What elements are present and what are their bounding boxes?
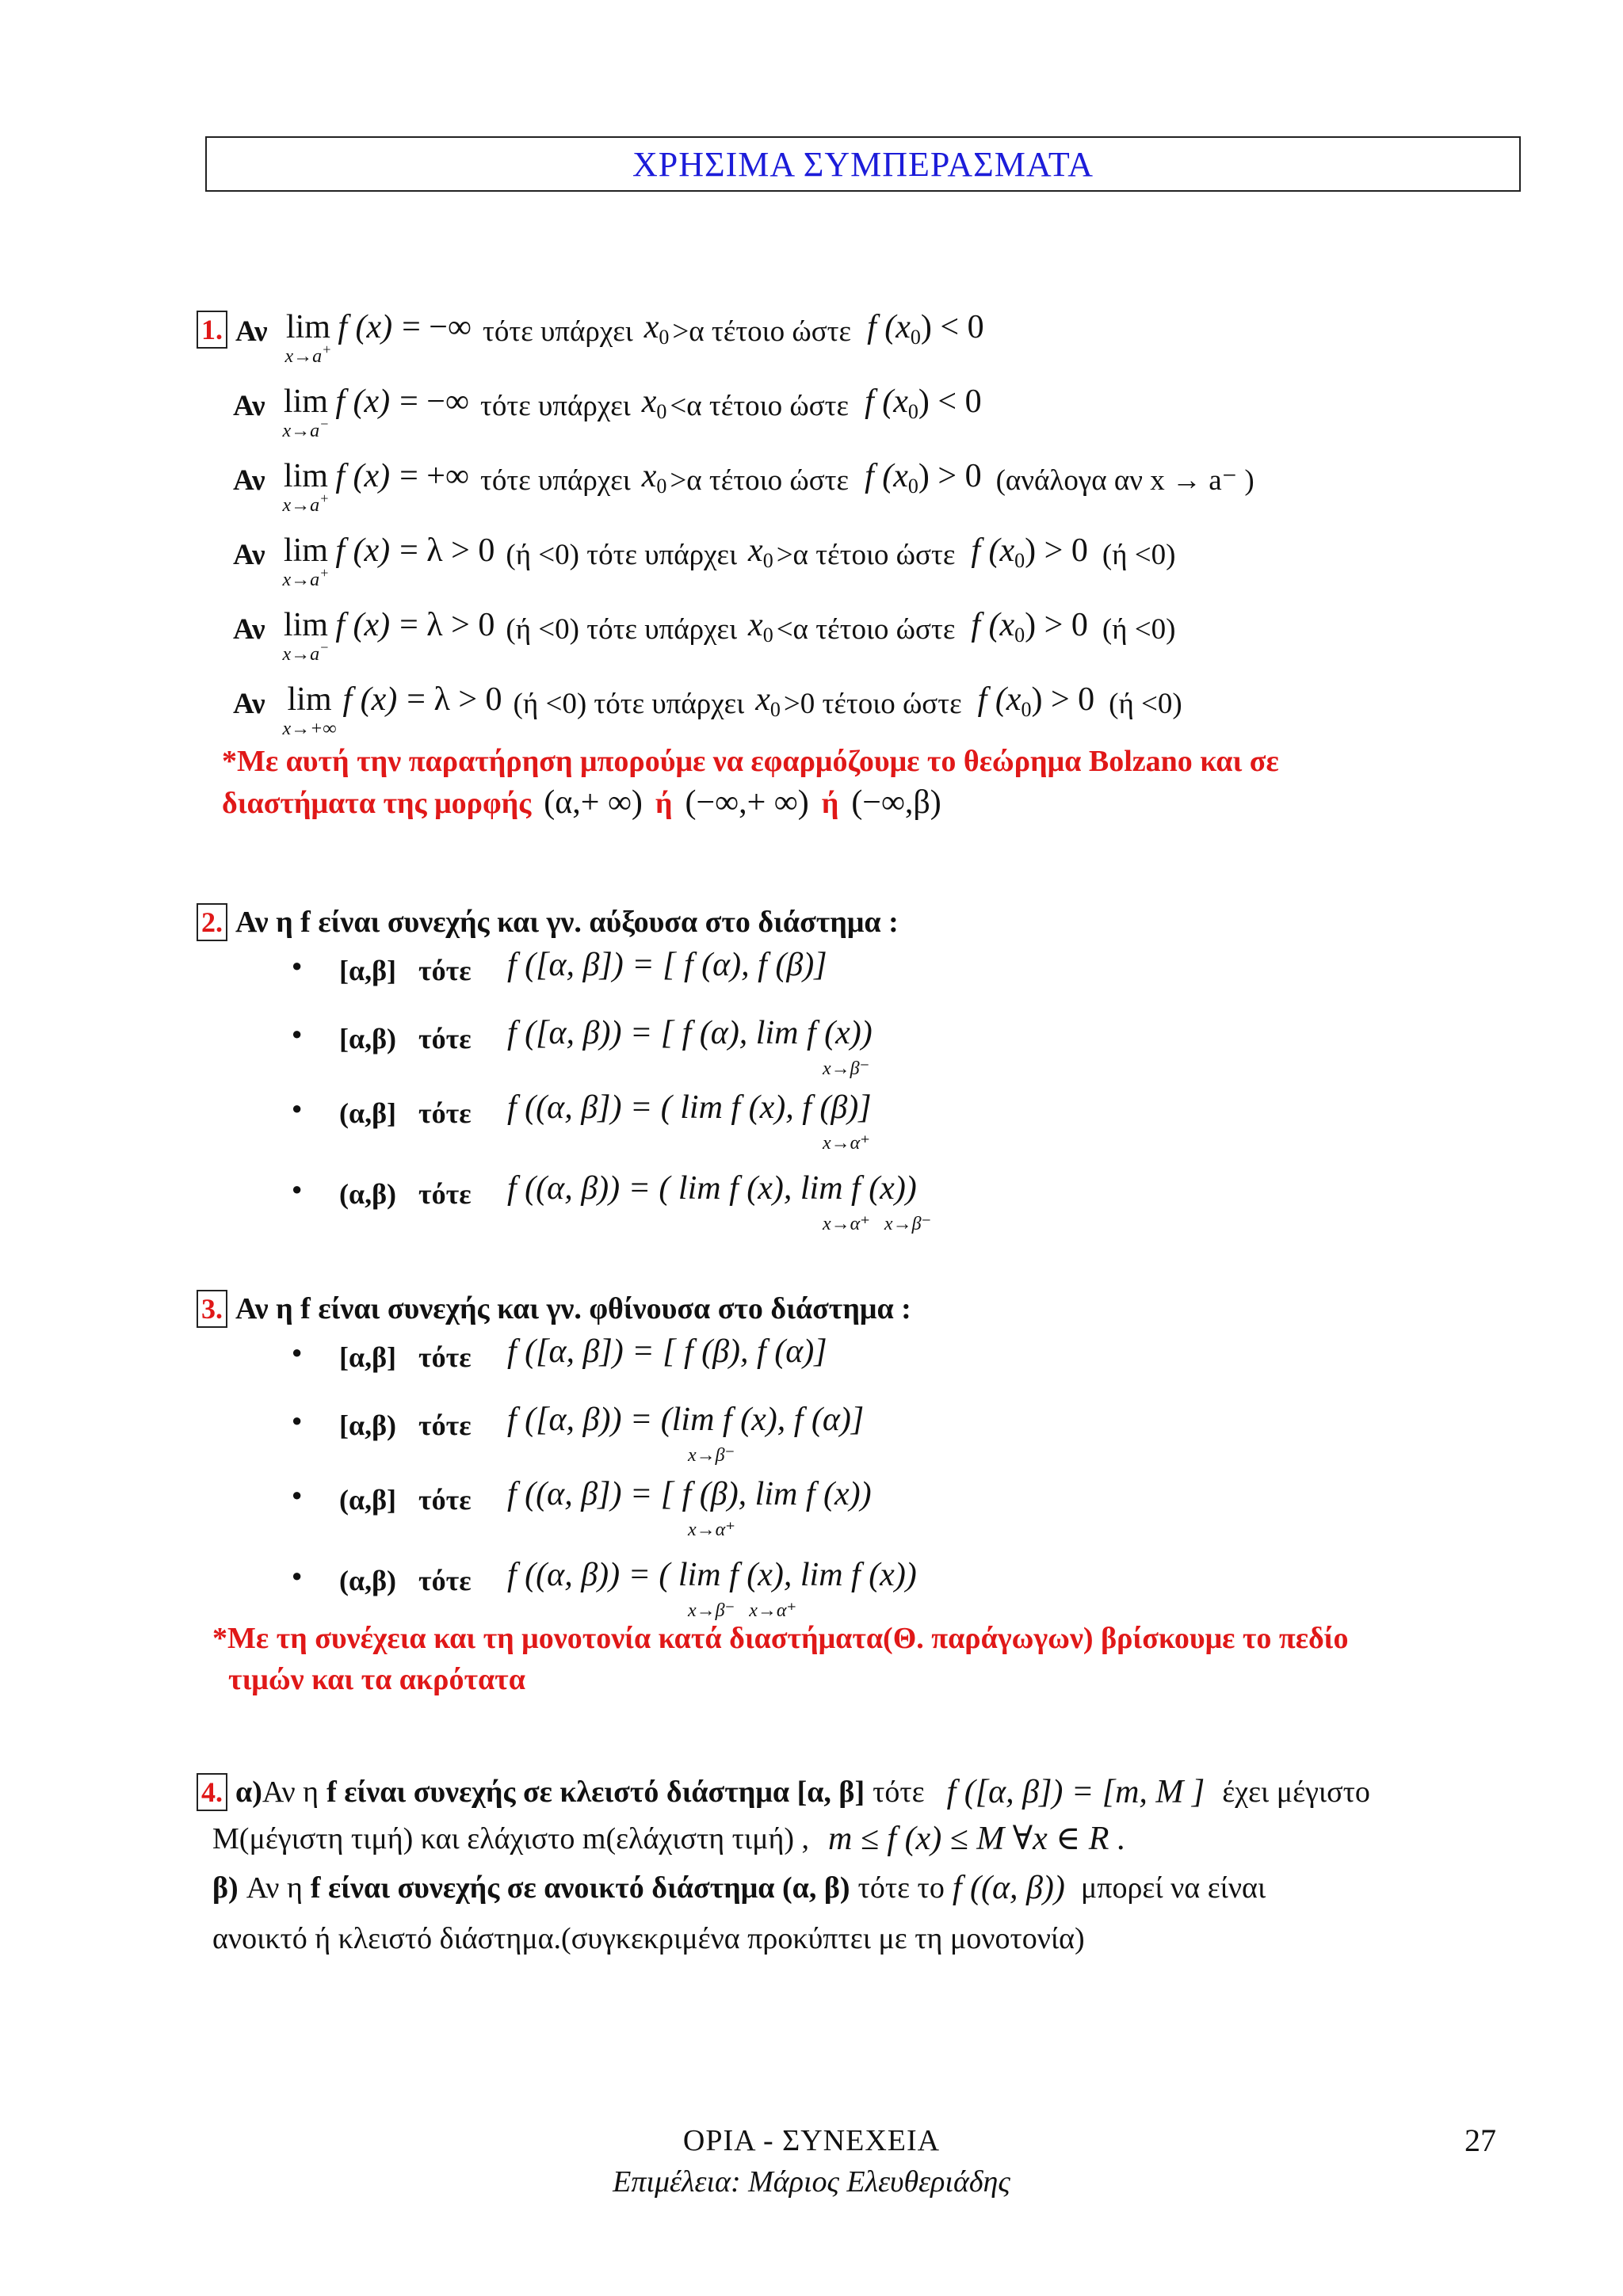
lim-subscript-sign: −	[319, 416, 330, 432]
function-fx0: f (x0	[867, 309, 921, 349]
x0-symbol: x0	[641, 383, 667, 423]
interval-expression: (α,+ ∞)	[544, 784, 643, 821]
lead-word: Αν	[233, 688, 265, 720]
note-line: *Με τη συνέχεια και τη μονοτονία κατά διαστήματα(Θ. παράγωγων) βρίσκουμε το πεδίο	[212, 1622, 1349, 1655]
function-fx: f (x)	[342, 681, 398, 718]
part-b-math: f ((α, β))	[952, 1870, 1065, 1906]
result-inequality: ) > 0	[1025, 532, 1088, 569]
limit-row	[197, 683, 1544, 738]
section-number: 1.	[197, 311, 227, 349]
limit-operator	[283, 534, 330, 589]
part-b-text: Αν η	[246, 1871, 303, 1905]
extra-note: (ή <0)	[1102, 613, 1176, 646]
tote-word: τότε	[418, 1409, 472, 1441]
limit-operator	[283, 385, 330, 441]
footer-author: Επιμέλεια: Μάριος Ελευθεριάδης	[613, 2165, 1010, 2199]
note-text: διαστήματα της μορφής	[222, 787, 532, 820]
limit-value: = −∞	[399, 383, 469, 420]
bullet-item	[197, 1014, 1544, 1077]
bullet-item	[197, 1089, 1544, 1152]
limit-subscript: x→α⁺	[688, 1520, 735, 1540]
lead-word: Αν	[233, 539, 265, 571]
section-number: 4.	[197, 1773, 227, 1811]
limit-operator	[283, 608, 330, 664]
function-fx: f (x)	[335, 383, 391, 420]
extra-note: (ή <0)	[1102, 539, 1176, 571]
bullet-row	[292, 1014, 1544, 1055]
lim-subscript-sign: +	[322, 341, 332, 357]
limit-subscript: x→β⁻	[823, 1058, 870, 1079]
x0-symbol: x0	[748, 532, 773, 572]
limit-subscript: x→β⁻ x→α⁺	[688, 1600, 797, 1621]
section-number: 3.	[197, 1290, 227, 1328]
part-a-bold: f είναι συνεχής σε κλειστό διάστημα [α, β]	[327, 1775, 865, 1809]
lim-subscript-text: x→a	[285, 346, 323, 367]
condition-text: >0 τέτοιο ώστε	[783, 688, 962, 720]
interval-label: (α,β]	[339, 1097, 397, 1129]
page-title: ΧΡΗΣΙΜΑ ΣΥΜΠΕΡΑΣΜΑΤΑ	[205, 136, 1521, 192]
lim-subscript-sign: −	[319, 639, 330, 655]
lead-word: Αν	[233, 613, 265, 646]
bullet-row	[292, 1169, 1544, 1211]
part-a-text: Αν η	[262, 1775, 319, 1809]
bullet-item	[197, 1556, 1544, 1619]
tote-word: τότε	[418, 955, 472, 986]
note-line: *Με αυτή την παρατήρηση μπορούμε να εφαρμόζουμε το θεώρημα Bolzano και σε	[222, 745, 1279, 778]
condition-text: <α τέτοιο ώστε	[776, 613, 956, 646]
page-number: 27	[1465, 2122, 1496, 2158]
tote-word: τότε	[418, 1565, 472, 1596]
mapping-expression: f ((α, β]) = [ f (β), lim f (x))	[507, 1476, 872, 1512]
part-b-text: τότε το	[857, 1871, 945, 1905]
extra-note: (ή <0)	[1109, 688, 1182, 720]
interval-label: [α,β]	[339, 1341, 397, 1373]
bullet-icon: ●	[292, 955, 303, 975]
limit-value: = λ > 0	[407, 681, 502, 718]
lim-subscript-text: x→a	[282, 495, 320, 516]
interval-label: [α,β)	[339, 1023, 397, 1055]
footer-title: ΟΡΙΑ - ΣΥΝΕΧΕΙΑ	[682, 2124, 941, 2157]
bullet-icon: ●	[292, 1410, 303, 1430]
bullet-row	[292, 1333, 1544, 1374]
bullet-item	[197, 1401, 1544, 1464]
tote-word: τότε	[418, 1484, 472, 1516]
tote-word: τότε	[418, 1023, 472, 1055]
tote-word: τότε	[418, 1178, 472, 1210]
x0-symbol: x0	[748, 607, 773, 646]
lead-word: Αν	[235, 315, 268, 348]
bullet-row	[292, 1401, 1544, 1442]
interval-expression: (−∞,β)	[851, 784, 941, 821]
note-line	[222, 782, 1279, 824]
section-3	[197, 1290, 1544, 1619]
section-4	[197, 1773, 1544, 1954]
mapping-expression: f ([α, β]) = [ f (β), f (α)]	[507, 1333, 827, 1370]
lim-word: lim	[285, 309, 330, 345]
limit-subscript: x→α⁺	[823, 1133, 870, 1154]
limit-row	[197, 385, 1544, 441]
function-fx0: f (x0	[971, 532, 1025, 572]
lim-subscript-text: x→a	[282, 421, 320, 441]
condition-text: <α τέτοιο ώστε	[670, 390, 850, 422]
section-number: 2.	[197, 903, 227, 941]
lim-subscript-text: x→a	[282, 570, 320, 590]
mapping-expression: f ((α, β]) = ( lim f (x), f (β)]	[507, 1089, 872, 1126]
lead-word: Αν	[233, 464, 265, 497]
section-1-note	[222, 741, 1279, 824]
lim-subscript	[285, 342, 332, 366]
lim-subscript	[283, 417, 330, 441]
function-fx: f (x)	[335, 532, 391, 569]
limit-operator	[283, 460, 330, 515]
section-1	[197, 311, 1544, 757]
limit-subscript	[823, 989, 1544, 1009]
lim-word: lim	[283, 532, 328, 569]
limit-operator	[285, 311, 332, 366]
bullet-item	[197, 1169, 1544, 1233]
bullet-row	[292, 1475, 1544, 1516]
lim-subscript-sign: +	[319, 490, 330, 506]
function-fx: f (x)	[335, 458, 391, 494]
limit-value: = +∞	[399, 458, 469, 494]
limit-row	[197, 311, 1544, 366]
interval-expression: (−∞,+ ∞)	[685, 784, 809, 821]
bullet-row	[292, 1556, 1544, 1597]
condition-text: τότε υπάρχει	[479, 464, 631, 497]
part-a-inequality: m ≤ f (x) ≤ M ∀x ∈ R .	[828, 1821, 1126, 1857]
part-b-text: μπορεί να είναι	[1080, 1871, 1266, 1905]
limit-row	[197, 460, 1544, 515]
limit-subscript: x→α⁺ x→β⁻	[823, 1214, 932, 1234]
result-inequality: ) > 0	[1031, 681, 1095, 718]
note-line: τιμών και τα ακρότατα	[228, 1663, 525, 1696]
limit-subscript	[688, 1375, 1544, 1396]
section-2	[197, 903, 1544, 1233]
tote-word: τότε	[418, 1097, 472, 1129]
or-word: ή	[821, 787, 839, 820]
part-a-math: f ([α, β]) = [m, M ]	[946, 1774, 1205, 1810]
function-fx0: f (x0	[977, 681, 1032, 721]
section-3-note	[212, 1618, 1348, 1700]
limit-value: = λ > 0	[399, 532, 495, 569]
lim-subscript	[283, 640, 330, 664]
condition-text: (ή <0) τότε υπάρχει	[506, 613, 738, 646]
part-b-bold: f είναι συνεχής σε ανοικτό διάστημα (α, β)	[310, 1871, 850, 1905]
lim-word: lim	[287, 681, 332, 718]
condition-text: (ή <0) τότε υπάρχει	[506, 539, 738, 571]
function-fx0: f (x0	[865, 458, 918, 498]
mapping-expression: f ([α, β)) = (lim f (x), f (α)]	[507, 1402, 865, 1438]
condition-text: >α τέτοιο ώστε	[670, 464, 850, 497]
interval-label: (α,β)	[339, 1565, 397, 1596]
interval-label: [α,β)	[339, 1409, 397, 1441]
function-fx: f (x)	[335, 607, 391, 643]
condition-text: (ή <0) τότε υπάρχει	[513, 688, 745, 720]
section-heading: Αν η f είναι συνεχής και γν. φθίνουσα στο διάστημα :	[235, 1292, 911, 1325]
interval-label: [α,β]	[339, 955, 397, 986]
bullet-icon: ●	[292, 1024, 303, 1043]
result-inequality: ) < 0	[918, 383, 982, 420]
section-heading: Αν η f είναι συνεχής και γν. αύξουσα στο διάστημα :	[235, 906, 899, 939]
lim-word: lim	[283, 383, 328, 420]
result-inequality: ) > 0	[1025, 607, 1088, 643]
mapping-expression: f ((α, β)) = ( lim f (x), lim f (x))	[507, 1557, 917, 1593]
bullet-item	[197, 946, 1544, 1009]
result-inequality: ) > 0	[918, 458, 982, 494]
limit-row	[197, 608, 1544, 664]
interval-label: (α,β]	[339, 1484, 397, 1516]
bullet-icon: ●	[292, 1342, 303, 1362]
part-a-label: α)	[235, 1775, 262, 1809]
bullet-item	[197, 1333, 1544, 1396]
lim-subscript	[283, 566, 330, 589]
mapping-expression: f ([α, β)) = [ f (α), lim f (x))	[507, 1015, 873, 1051]
x0-symbol: x0	[643, 309, 670, 349]
lim-word: lim	[283, 458, 328, 494]
part-a-line2: Μ(μέγιστη τιμή) και ελάχιστο m(ελάχιστη τιμή) ,	[212, 1822, 810, 1855]
bullet-icon: ●	[292, 1098, 303, 1118]
part-a-text: τότε	[873, 1775, 925, 1809]
extra-note: (ανάλογα αν x → a⁻ )	[995, 464, 1254, 497]
part-b-line2: ανοικτό ή κλειστό διάστημα.(συγκεκριμένα προκύπτει με τη μονοτονία)	[212, 1922, 1085, 1955]
part-a-text: έχει μέγιστο	[1222, 1775, 1370, 1809]
lead-word: Αν	[233, 390, 265, 422]
lim-subscript-text: x→+∞	[282, 719, 337, 739]
function-fx0: f (x0	[971, 607, 1025, 646]
function-fx0: f (x0	[865, 383, 918, 423]
condition-text: >α τέτοιο ώστε	[672, 315, 852, 348]
bullet-icon: ●	[292, 1485, 303, 1505]
result-inequality: ) < 0	[920, 309, 984, 345]
x0-symbol: x0	[755, 681, 781, 721]
limit-value: = λ > 0	[399, 607, 495, 643]
bullet-item	[197, 1475, 1544, 1539]
condition-text: τότε υπάρχει	[479, 390, 631, 422]
lim-subscript	[283, 491, 330, 515]
limit-operator	[283, 683, 337, 738]
bullet-icon: ●	[292, 1179, 303, 1199]
or-word: ή	[655, 787, 673, 820]
part-b-label: β)	[212, 1871, 239, 1905]
limit-subscript: x→β⁻	[688, 1445, 735, 1466]
mapping-expression: f ([α, β]) = [ f (α), f (β)]	[507, 947, 827, 983]
interval-label: (α,β)	[339, 1178, 397, 1210]
condition-text: >α τέτοιο ώστε	[776, 539, 956, 571]
limit-value: = −∞	[402, 309, 472, 345]
bullet-row	[292, 1089, 1544, 1130]
condition-text: τότε υπάρχει	[482, 315, 633, 348]
bullet-icon: ●	[292, 1566, 303, 1585]
lim-subscript-sign: +	[319, 565, 330, 581]
function-fx: f (x)	[338, 309, 393, 345]
mapping-expression: f ((α, β)) = ( lim f (x), lim f (x))	[507, 1170, 917, 1207]
limit-row	[197, 534, 1544, 589]
lim-word: lim	[283, 607, 328, 643]
lim-subscript	[283, 715, 337, 738]
lim-subscript-text: x→a	[282, 644, 320, 665]
x0-symbol: x0	[641, 458, 667, 498]
tote-word: τότε	[418, 1341, 472, 1373]
bullet-row	[292, 946, 1544, 987]
